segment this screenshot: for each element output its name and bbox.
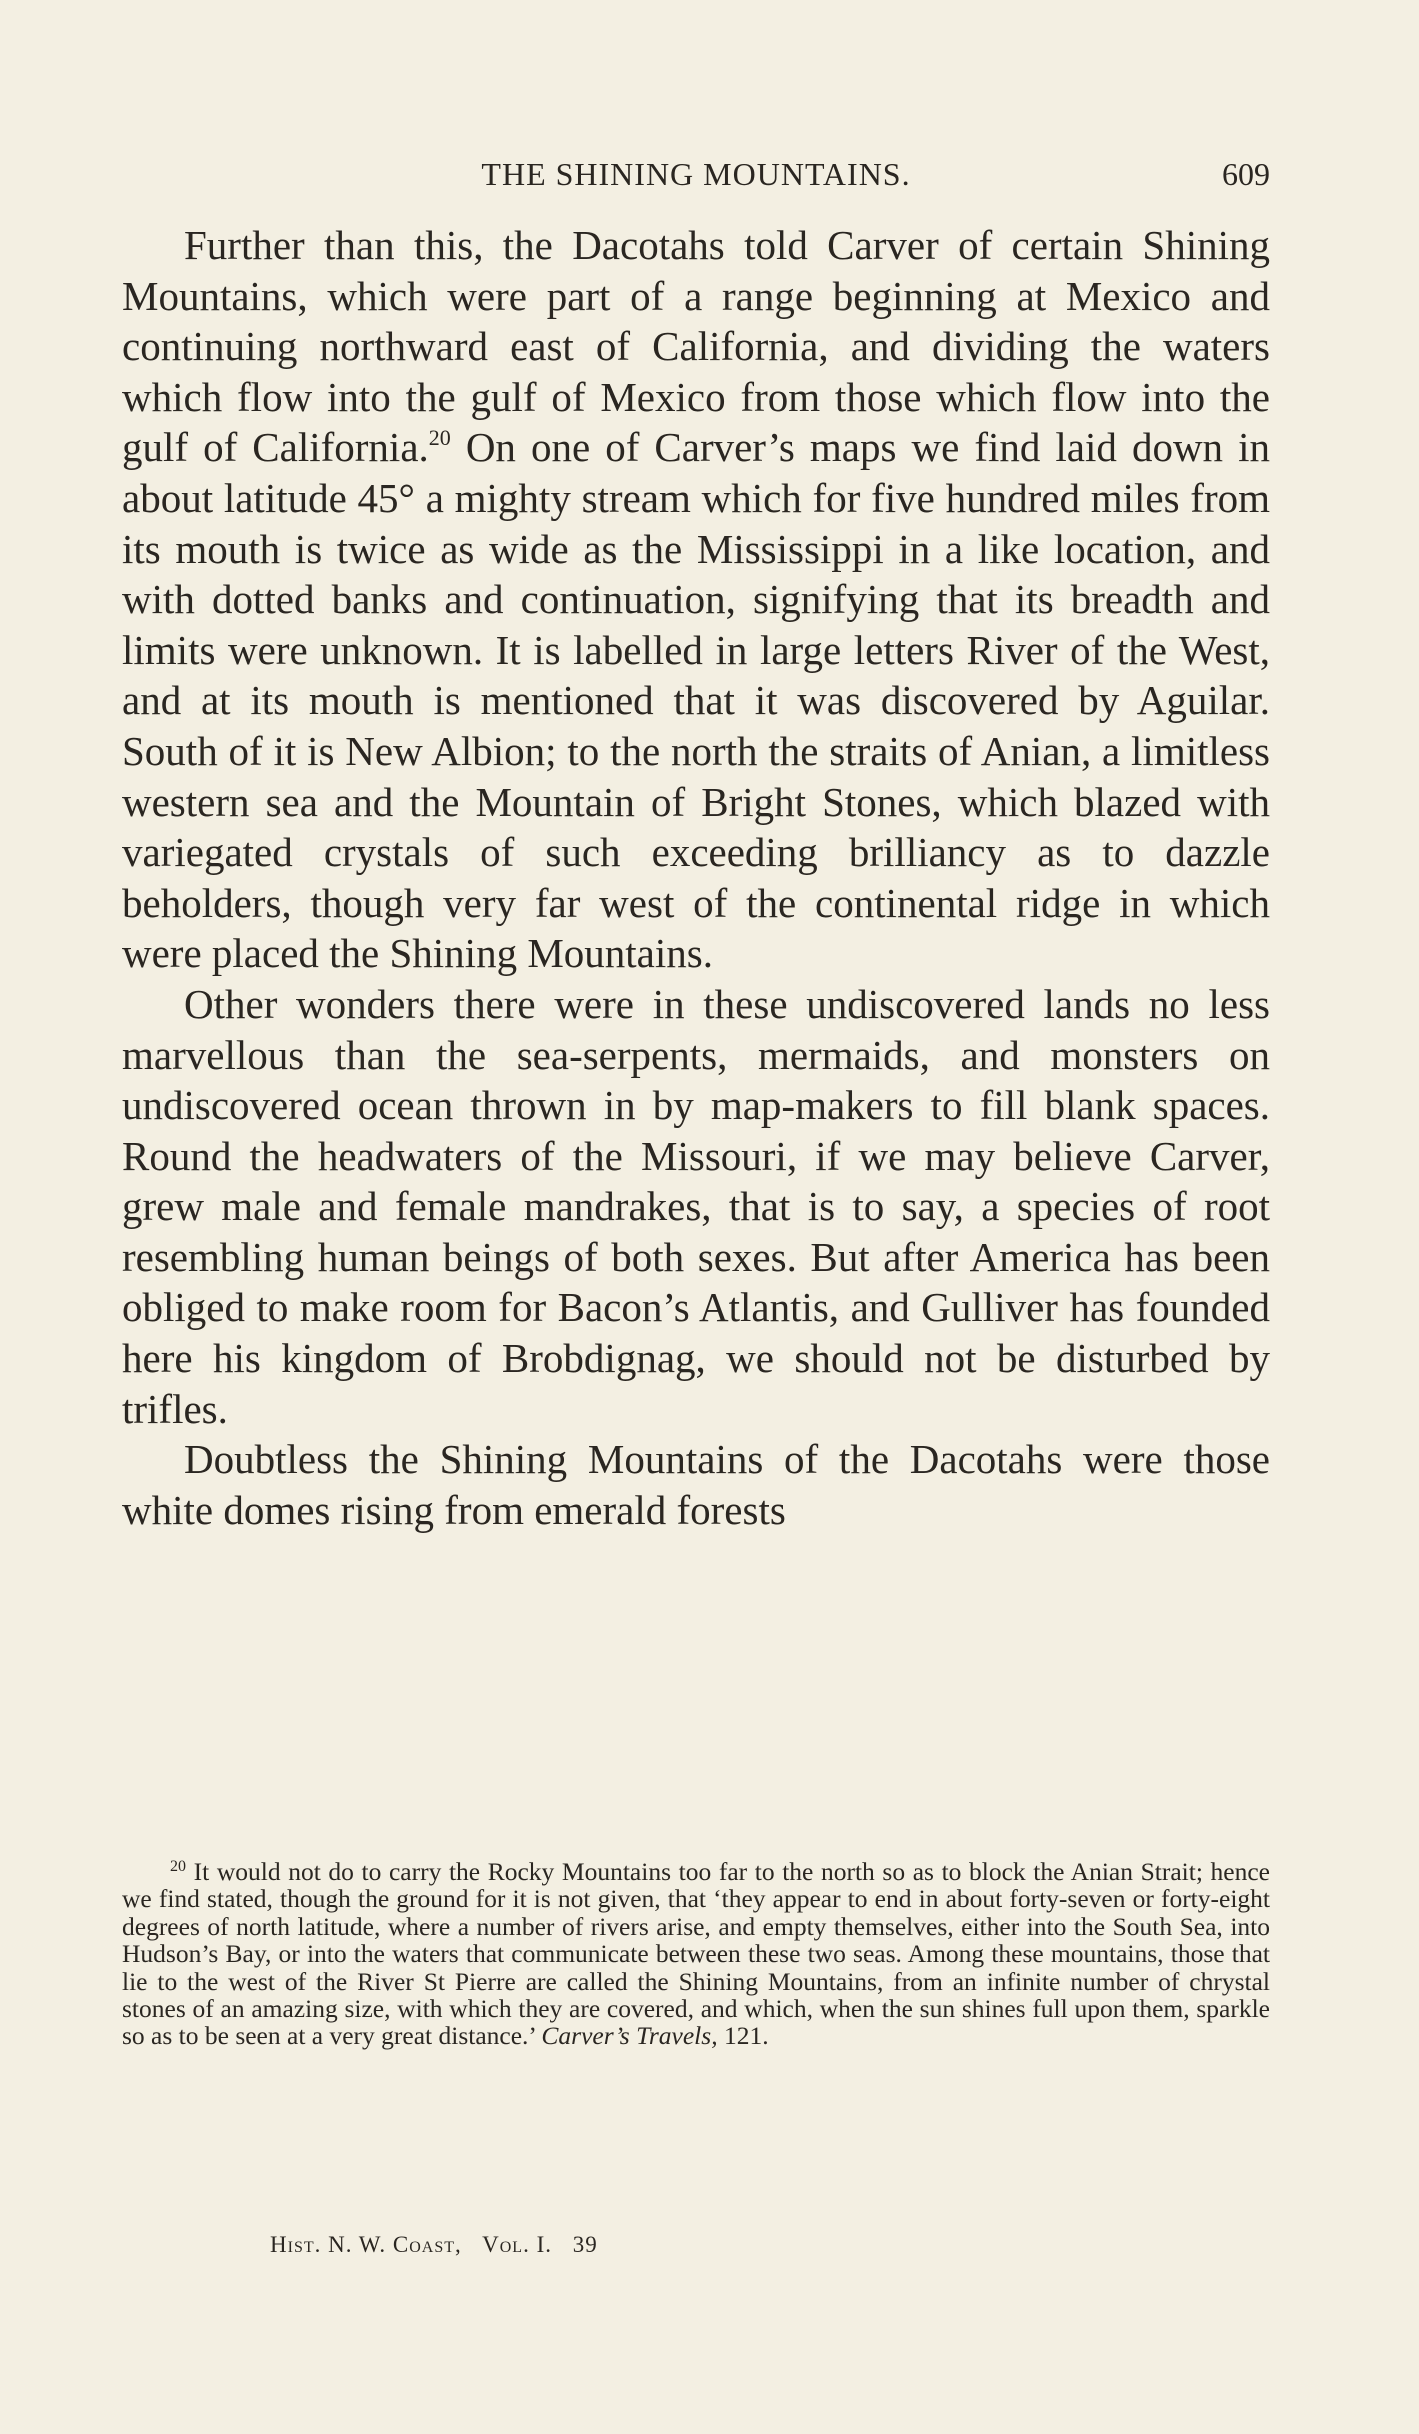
footnote-marker: 20	[170, 1858, 186, 1875]
signature-series: Hist. N. W. Coast,	[270, 2232, 462, 2257]
paragraph-1-text-b: On one of Carver’s maps we find laid down in about latitude 45° a mighty stream which for five hundred miles from its mouth is twice as wide as the Mississippi in a like location, and with dotted banks and continuation, signifying that its breadth and limits were unknown. It is labelled in large letters River of the West, and at its mouth is mentioned that it was discovered by Aguilar. South of it is New Albion; to the north the straits of Anian, a limitless western sea and the Mountain of Bright Stones, which blazed with variegated crystals of such exceeding brilliancy as to dazzle beholders, though very far west of the continental ridge in which were placed the Shining Mountains.	[122, 424, 1270, 977]
paragraph-1-text-a: Further than this, the Dacotahs told Carver of certain Shining Mountains, which were part of a range beginning at Mexico and continuing northward east of California, and dividing the waters which flow into the gulf of Mexico from those which flow into the gulf of California.	[122, 222, 1270, 471]
footnote-citation-page: 121.	[717, 2021, 769, 2051]
main-text	[122, 220, 1270, 1535]
paragraph-3: Doubtless the Shining Mountains of the Dacotahs were those white domes rising from emerald forests	[122, 1436, 1270, 1533]
footnote-citation-title: Carver’s Travels,	[541, 2021, 718, 2051]
signature-volume: Vol. I.	[482, 2232, 552, 2257]
footnote-20	[122, 1858, 1270, 2050]
paragraph-2: Other wonders there were in these undiscovered lands no less marvellous than the sea-serpents, mermaids, and monsters on undiscovered ocean thrown in by map-makers to fill blank spaces. Round the headwaters of the Missouri, if we may believe Carver, grew male and female mandrakes, that is to say, a species of root resembling human beings of both sexes. But after America has been obliged to make room for Bacon’s Atlantis, and Gulliver has founded here his kingdom of Brobdignag, we should not be disturbed by trifles.	[122, 980, 1270, 1432]
page-number: 609	[1222, 156, 1270, 192]
footnote-reference: 20	[428, 425, 451, 451]
signature-sheet: 39	[572, 2232, 598, 2257]
signature-line	[270, 2230, 612, 2260]
footnote-text: It would not do to carry the Rocky Mountains too far to the north so as to block the Anian Strait; hence we find stated, though the ground for it is not given, that ‘they appear to end in about forty-seven or forty-eight degrees of north latitude, where a number of rivers arise, and empty themselves, either into the South Sea, into Hudson’s Bay, or into the waters that communicate between these two seas. Among these mountains, those that lie to the west of the River St Pierre are called the Shining Mountains, from an infinite number of chrystal stones of an amazing size, with which they are covered, and which, when the sun shines full upon them, sparkle so as to be seen at a very great distance.’	[122, 1857, 1270, 2051]
paragraph-1	[122, 220, 1270, 979]
running-title: THE SHINING MOUNTAINS.	[481, 156, 911, 192]
page-header	[122, 152, 1270, 196]
footnote	[122, 1858, 1270, 2050]
